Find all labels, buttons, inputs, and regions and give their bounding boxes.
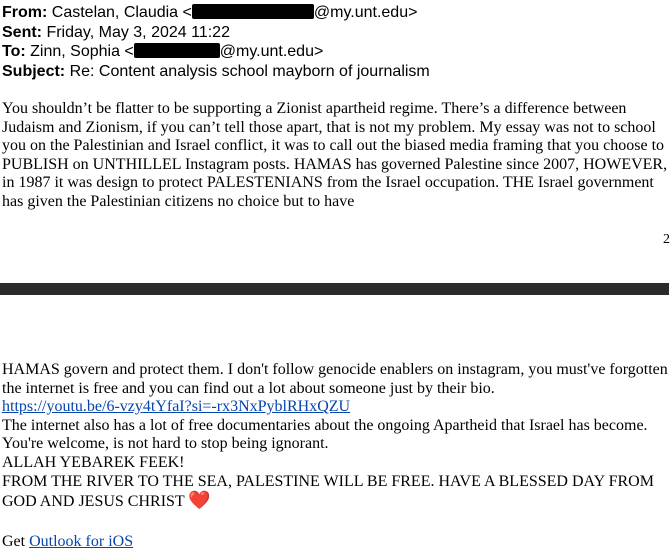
from-name: Castelan, Claudia <	[51, 4, 192, 21]
from-domain: @my.unt.edu>	[313, 4, 418, 21]
to-label: To:	[2, 43, 26, 60]
page-divider	[0, 283, 669, 295]
body-line-4-text: FROM THE RIVER TO THE SEA, PALESTINE WILL BE FREE. HAVE A BLESSED DAY FROM GOD AND JESUS CHRIST	[2, 472, 654, 511]
stray-mark: 2	[663, 232, 670, 247]
message-body-part2	[2, 361, 668, 512]
outlook-ios-link[interactable]: Outlook for iOS	[29, 533, 134, 550]
to-domain: @my.unt.edu>	[219, 43, 324, 60]
to-row	[2, 42, 667, 62]
sent-value: Friday, May 3, 2024 11:22	[46, 23, 230, 41]
subject-label: Subject:	[2, 62, 66, 80]
body-line-2: The internet also has a lot of free documentaries about the ongoing Apartheid that Israel has become. You're welcome, is not hard to stop being ignorant.	[2, 416, 648, 453]
body-line-3: ALLAH YEBAREK FEEK!	[2, 453, 185, 471]
email-header	[2, 3, 667, 81]
signature-prefix: Get	[2, 533, 30, 550]
message-body-part1: You shouldn’t be flatter to be supporting a Zionist apartheid regime. There’s a difference between Judaism and Zionism, if you can’t tell those apart, that is not my problem. My essay was not to school you on the Palestinian and Israel conflict, it was to call out the biased media framing that you choose to PUBLISH on UNTHILLEL Instagram posts. HAMAS has governed Palestine since 2007, HOWEVER, in 1987 it was design to protect PALESTENIANS from the Israel occupation. THE Israel government has given the Palestinian citizens no choice but to have	[2, 100, 668, 210]
body-line-4	[2, 473, 668, 512]
subject-value: Re: Content analysis school mayborn of journalism	[69, 62, 430, 80]
to-name: Zinn, Sophia <	[30, 43, 134, 60]
subject-row	[2, 62, 667, 82]
sent-label: Sent:	[2, 23, 42, 41]
heart-icon: ❤️	[188, 490, 211, 511]
body-line-1: HAMAS govern and protect them. I don't follow genocide enablers on instagram, you must've forgotten the internet is free and you can find out a lot about someone just by their bio.	[2, 361, 668, 397]
redacted-email-to	[134, 43, 220, 58]
signature	[2, 533, 133, 552]
youtube-link[interactable]: https://youtu.be/6-vzy4tYfaI?si=-rx3NxPyblRHxQZU	[2, 398, 351, 416]
sent-row	[2, 23, 667, 43]
redacted-email-from	[192, 4, 314, 19]
from-label: From:	[2, 4, 48, 21]
from-row	[2, 3, 667, 23]
